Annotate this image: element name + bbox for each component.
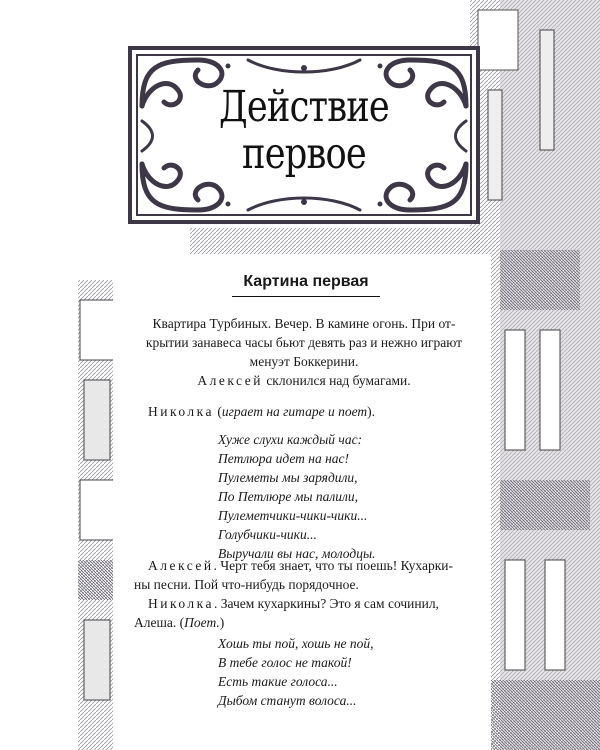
stage-direction-text: склонился над бумагами. (262, 373, 411, 388)
act-title-line2: первое (242, 129, 366, 179)
stage-direction-line: Квартира Турбиных. Вечер. В камине огонь. При от- (152, 316, 456, 331)
speech-text: . Черт тебя знает, что ты поешь! Кухарки- (213, 558, 453, 573)
verse-line: Выручали вы нас, молодцы. (218, 546, 376, 561)
verse-line: Хуже слухи каждый час: (218, 432, 363, 447)
verse-line: Петлюра идет на нас! (218, 451, 350, 466)
speech-text: Алеша. ( (134, 615, 185, 630)
speech-nikolka-2 (134, 594, 482, 632)
speech-line: ны песни. Пой что-нибудь порядочное. (134, 577, 359, 592)
verse-line: По Петлюре мы палили, (218, 489, 358, 504)
act-title (160, 84, 449, 178)
speech-line (134, 594, 482, 613)
scene-title: Картина первая (232, 272, 380, 297)
character-name: Алексей (148, 558, 214, 573)
speech-text: . Зачем кухаркины? Это я сам сочинил, (214, 596, 439, 611)
stage-direction-line: крытии занавеса часы бьют девять раз и нежно играют (145, 335, 463, 350)
character-name: Николка (148, 404, 215, 419)
verse-line: Есть такие голоса... (218, 674, 338, 689)
verse-line: В тебе голос не такой! (218, 655, 352, 670)
speech-text: ) (219, 615, 225, 630)
speech-nikolka-1 (134, 402, 482, 421)
speech-line (134, 556, 482, 575)
character-name: Николка (148, 596, 215, 611)
stage-direction (132, 314, 476, 390)
speech-line (134, 613, 482, 632)
speech-line: Николка (играет на гитаре и поет). (148, 404, 376, 419)
character-name: Алексей (197, 373, 263, 388)
act-title-line1: Действие (219, 82, 389, 132)
stage-remark: Поет. (184, 615, 220, 630)
verse-line: Дыбом станут волоса... (218, 693, 357, 708)
speech-aleksey (134, 556, 482, 594)
verse-line: Хошь ты пой, хошь не пой, (218, 636, 374, 651)
verse-line: Голубчики-чики... (218, 527, 317, 542)
verse-line: Пулеметчики-чики-чики... (218, 508, 368, 523)
verse-line: Пулеметы мы зарядили, (218, 470, 358, 485)
verse-block-2 (218, 634, 478, 710)
verse-block-1 (218, 430, 478, 563)
stage-direction-line (132, 371, 476, 390)
stage-remark: играет на гитаре и поет (221, 404, 368, 419)
stage-direction-line: менуэт Боккерини. (249, 354, 359, 369)
